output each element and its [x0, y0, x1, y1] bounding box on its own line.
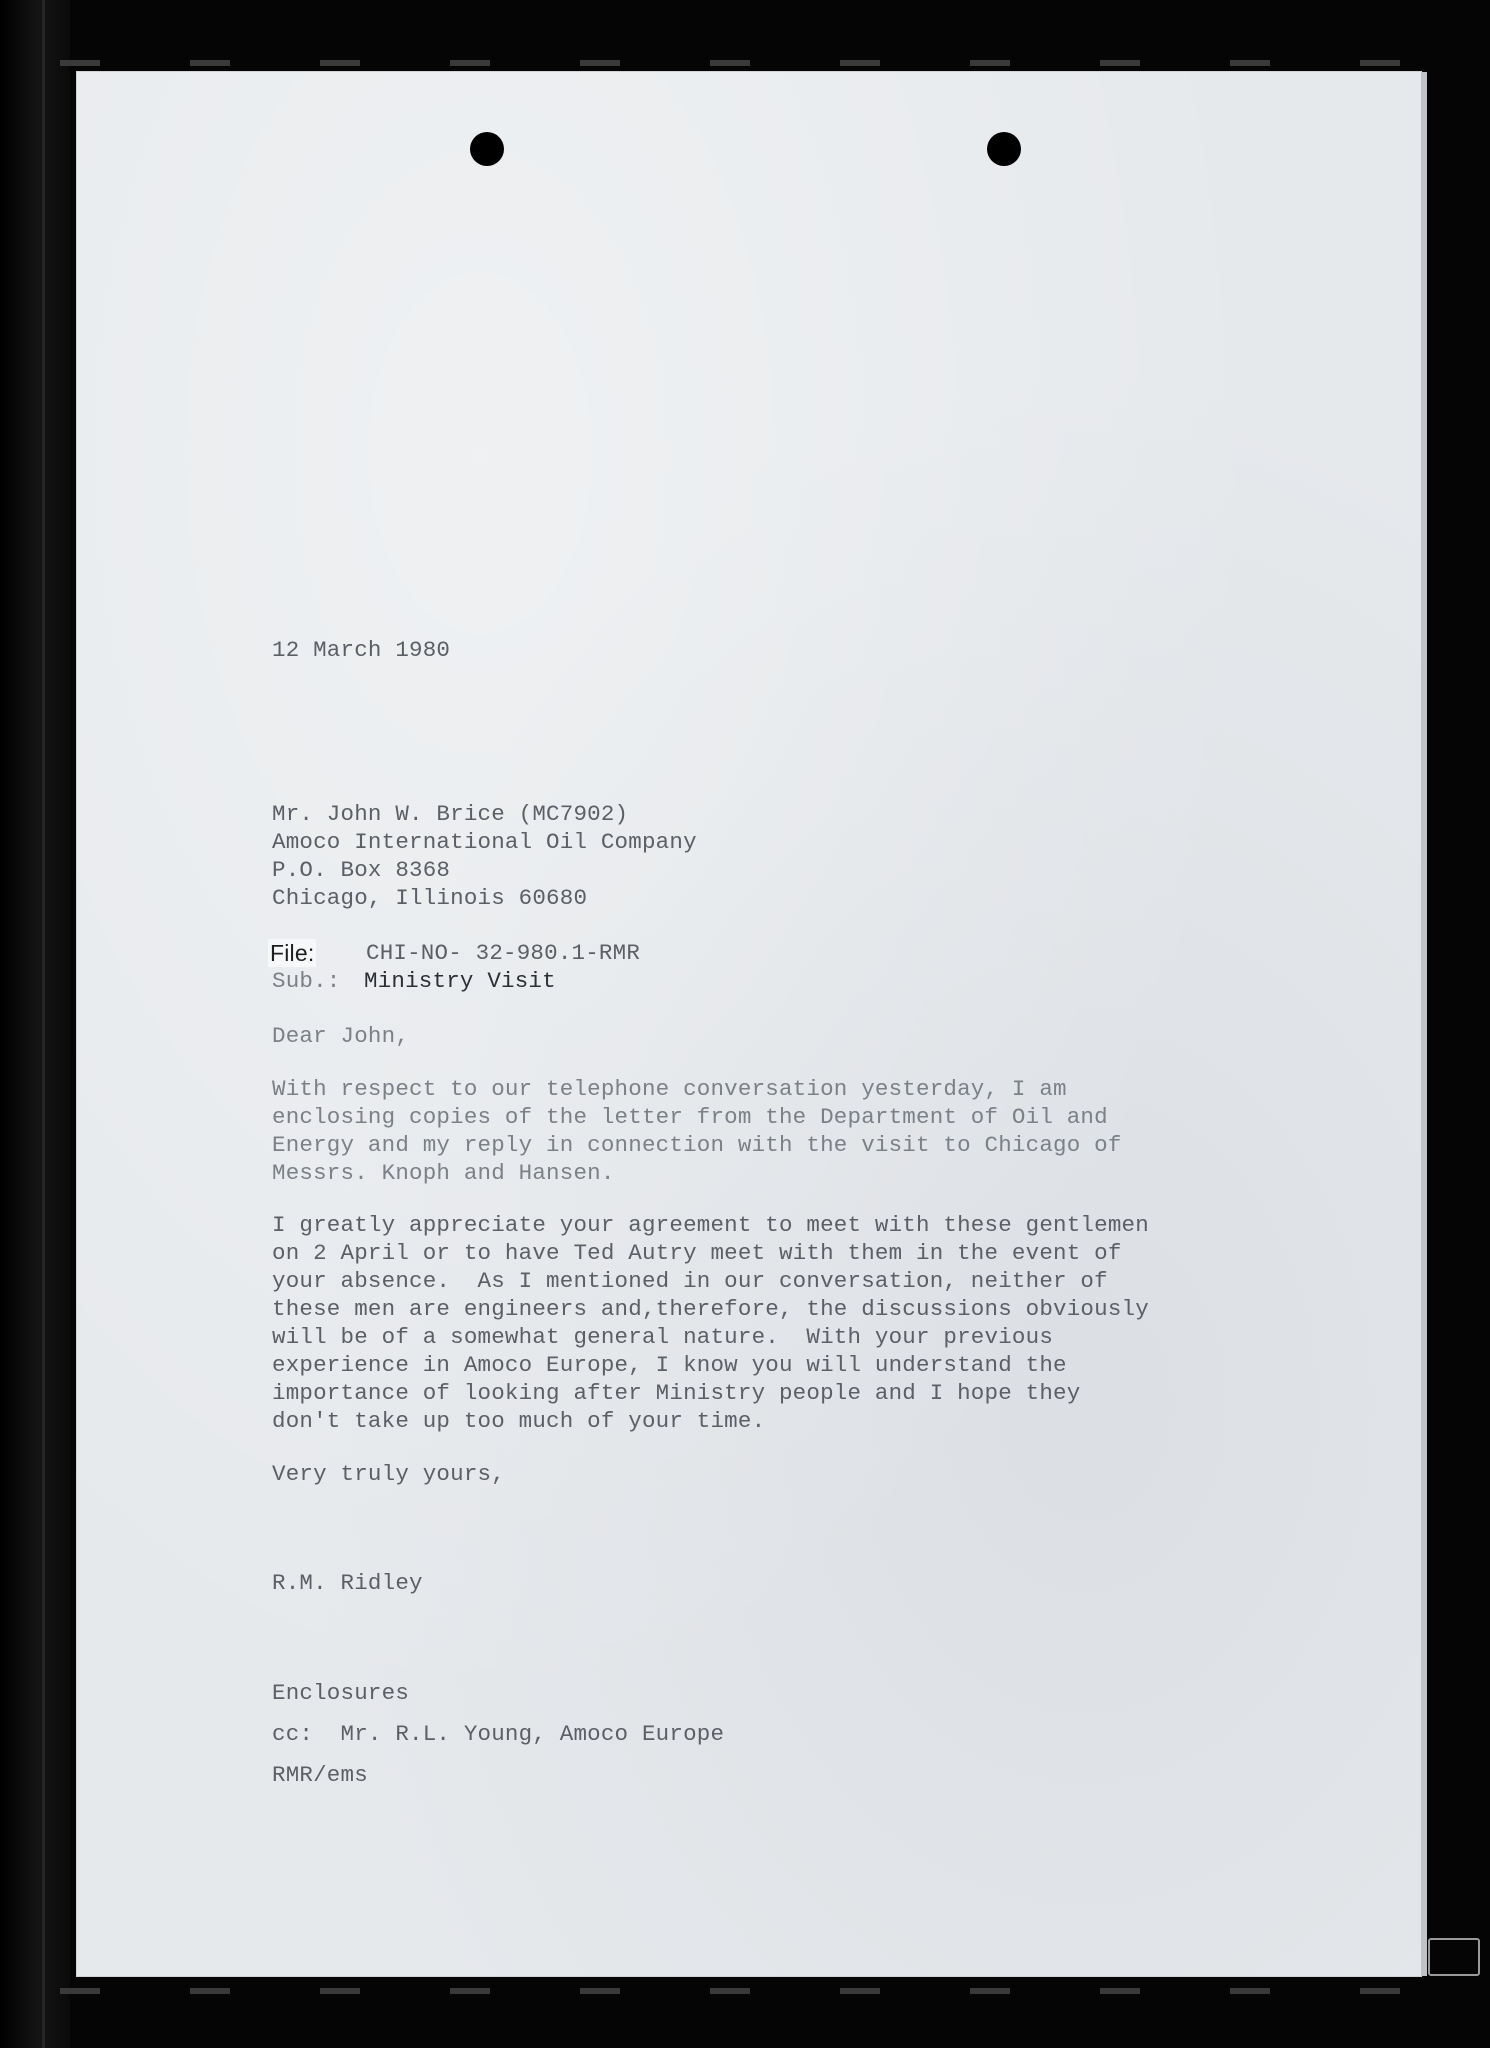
paragraph-2-line-3: your absence. As I mentioned in our conversation, neither of: [272, 1268, 1108, 1294]
subject-label: Sub.:: [272, 968, 341, 994]
paragraph-1-line-1: With respect to our telephone conversation yesterday, I am: [272, 1076, 1067, 1102]
salutation: Dear John,: [272, 1023, 410, 1049]
paragraph-2-line-7: importance of looking after Ministry people and I hope they: [272, 1380, 1081, 1406]
file-value: CHI-NO- 32-980.1-RMR: [366, 940, 641, 966]
paragraph-1-line-2: enclosing copies of the letter from the Department of Oil and: [272, 1104, 1108, 1130]
paragraph-1-line-3: Energy and my reply in connection with the visit to Chicago of: [272, 1132, 1122, 1158]
paragraph-2-line-5: will be of a somewhat general nature. With your previous: [272, 1324, 1054, 1350]
cc-line: cc: Mr. R.L. Young, Amoco Europe: [272, 1721, 725, 1747]
closing: Very truly yours,: [272, 1461, 505, 1487]
letter-date: 12 March 1980: [272, 637, 451, 663]
address-line-3: P.O. Box 8368: [272, 857, 451, 883]
enclosures-note: Enclosures: [272, 1680, 410, 1706]
address-line-2: Amoco International Oil Company: [272, 829, 697, 855]
file-label: File:: [270, 940, 315, 966]
signature-name: R.M. Ridley: [272, 1570, 423, 1596]
paragraph-2-line-2: on 2 April or to have Ted Autry meet with them in the event of: [272, 1240, 1122, 1266]
address-line-1: Mr. John W. Brice (MC7902): [272, 801, 629, 827]
paragraph-2-line-1: I greatly appreciate your agreement to meet with these gentlemen: [272, 1212, 1149, 1238]
reference-initials: RMR/ems: [272, 1762, 368, 1788]
paragraph-1-line-4: Messrs. Knoph and Hansen.: [272, 1160, 615, 1186]
paragraph-2-line-6: experience in Amoco Europe, I know you will understand the: [272, 1352, 1067, 1378]
paragraph-2-line-4: these men are engineers and,therefore, the discussions obviously: [272, 1296, 1149, 1322]
paragraph-2-line-8: don't take up too much of your time.: [272, 1408, 766, 1434]
subject-value: Ministry Visit: [364, 968, 556, 994]
address-line-4: Chicago, Illinois 60680: [272, 885, 588, 911]
